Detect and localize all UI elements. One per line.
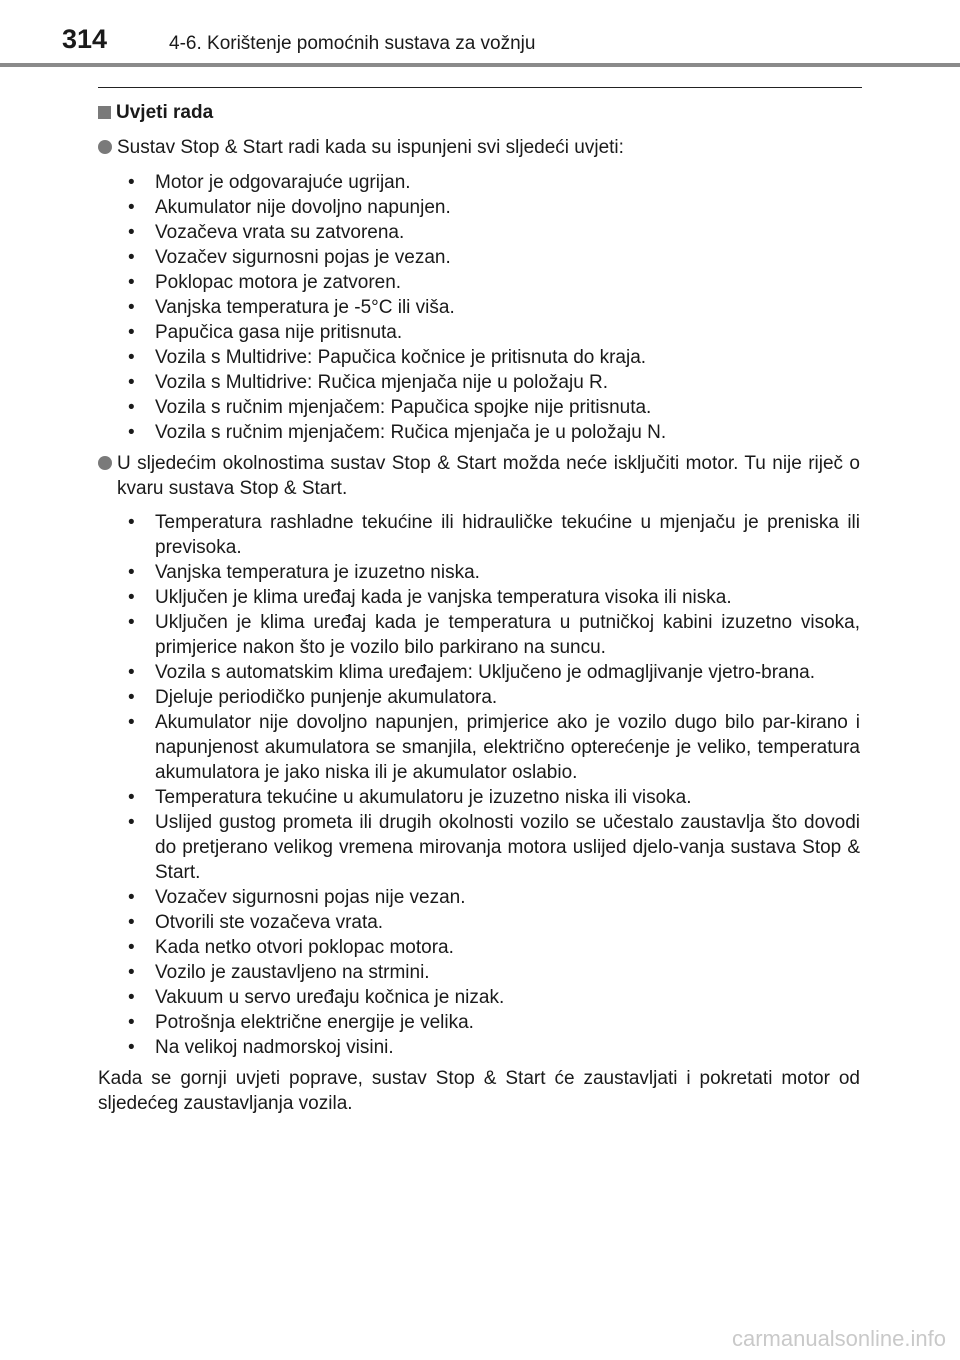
list-item: • Otvorili ste vozačeva vrata. bbox=[128, 910, 860, 935]
circle-bullet-icon bbox=[98, 135, 117, 160]
intro-exceptions: U sljedećim okolnostima sustav Stop & Start možda neće isključiti motor. Tu nije riječ o kvaru sustava Stop & Start. bbox=[98, 451, 860, 501]
section-title: Uvjeti rada bbox=[116, 102, 214, 123]
list-item: • Vozačeva vrata su zatvorena. bbox=[128, 220, 860, 245]
list-item: • Uslijed gustog prometa ili drugih okolnosti vozilo se učestalo zaustavlja što dovodi do pretjerano velikog vremena mirovanja motora uslijed djelo-vanja sustava Stop & Start. bbox=[128, 810, 860, 885]
operating-conditions-list bbox=[98, 170, 860, 445]
square-bullet-icon bbox=[98, 106, 111, 119]
watermark: carmanualsonline.info bbox=[731, 1326, 946, 1351]
list-item: • Vanjska temperatura je izuzetno niska. bbox=[128, 560, 860, 585]
list-item: • Vanjska temperatura je -5°C ili viša. bbox=[128, 295, 860, 320]
list-item: • Poklopac motora je zatvoren. bbox=[128, 270, 860, 295]
list-item: • Uključen je klima uređaj kada je temperatura u putničkoj kabini izuzetno visoka, primjerice nakon što je vozilo bilo parkirano na suncu. bbox=[128, 610, 860, 660]
list-item: • Akumulator nije dovoljno napunjen, primjerice ako je vozilo dugo bilo par-kirano i napunjenost akumulatora se smanjila, električno opterećenje je veliko, temperatura akumulatora je jako niska ili je akumulator oslabio. bbox=[128, 710, 860, 785]
section-heading bbox=[98, 100, 860, 125]
closing-paragraph: Kada se gornji uvjeti poprave, sustav Stop & Start će zaustavljati i pokretati motor od sljedećeg zaustavljanja vozila. bbox=[98, 1068, 860, 1114]
list-item: • Temperatura rashladne tekućine ili hidrauličke tekućine u mjenjaču je preniska ili previsoka. bbox=[128, 510, 860, 560]
list-item: • Vozilo je zaustavljeno na strmini. bbox=[128, 960, 860, 985]
intro-operating-conditions: Sustav Stop & Start radi kada su ispunjeni svi sljedeći uvjeti: bbox=[98, 135, 860, 160]
list-item: • Vozačev sigurnosni pojas je vezan. bbox=[128, 245, 860, 270]
list-item: • Vozila s Multidrive: Papučica kočnice je pritisnuta do kraja. bbox=[128, 345, 860, 370]
list-item: • Akumulator nije dovoljno napunjen. bbox=[128, 195, 860, 220]
section-divider bbox=[98, 87, 862, 88]
page-header bbox=[0, 0, 960, 64]
list-item: • Motor je odgovarajuće ugrijan. bbox=[128, 170, 860, 195]
page-number: 314 bbox=[62, 24, 108, 54]
list-item: • Djeluje periodičko punjenje akumulatora. bbox=[128, 685, 860, 710]
list-item: • Vakuum u servo uređaju kočnica je nizak. bbox=[128, 985, 860, 1010]
exception-conditions-list bbox=[98, 510, 860, 1060]
list-item: • Papučica gasa nije pritisnuta. bbox=[128, 320, 860, 345]
list-item: • Uključen je klima uređaj kada je vanjska temperatura visoka ili niska. bbox=[128, 585, 860, 610]
list-item: • Temperatura tekućine u akumulatoru je izuzetno niska ili visoka. bbox=[128, 785, 860, 810]
circle-bullet-icon bbox=[98, 451, 117, 501]
list-item: • Vozila s ručnim mjenjačem: Ručica mjenjača je u položaju N. bbox=[128, 420, 860, 445]
list-item: • Vozačev sigurnosni pojas nije vezan. bbox=[128, 885, 860, 910]
list-item: • Vozila s automatskim klima uređajem: Uključeno je odmagljivanje vjetro-brana. bbox=[128, 660, 860, 685]
list-item: • Potrošnja električne energije je velika. bbox=[128, 1010, 860, 1035]
list-item: • Kada netko otvori poklopac motora. bbox=[128, 935, 860, 960]
chapter-title: 4-6. Korištenje pomoćnih sustava za vožnju bbox=[169, 33, 536, 54]
list-item: • Vozila s ručnim mjenjačem: Papučica spojke nije pritisnuta. bbox=[128, 395, 860, 420]
header-divider bbox=[0, 63, 960, 67]
list-item: • Vozila s Multidrive: Ručica mjenjača nije u položaju R. bbox=[128, 370, 860, 395]
list-item: • Na velikoj nadmorskoj visini. bbox=[128, 1035, 860, 1060]
page-content bbox=[98, 100, 860, 1116]
